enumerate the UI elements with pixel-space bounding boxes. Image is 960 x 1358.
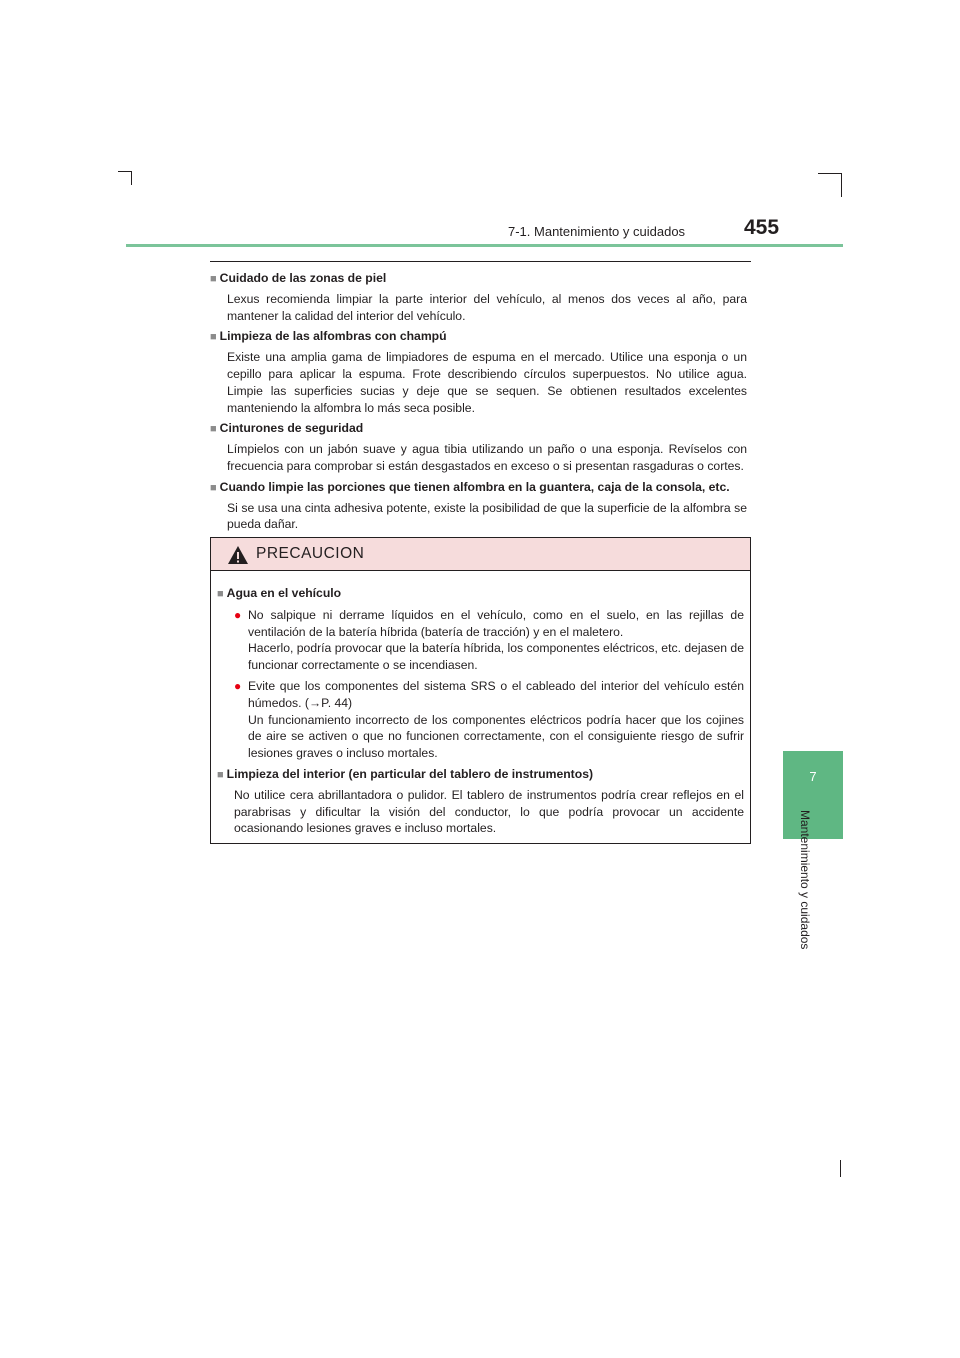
- list-item: [210, 270, 747, 324]
- item-title: Limpieza de las alfombras con champú: [219, 329, 447, 344]
- caution-bullet: [217, 607, 744, 674]
- square-bullet-icon: ■: [210, 331, 217, 344]
- bullet-text: No salpique ni derrame líquidos en el vehículo, como en el suelo, en las rejillas de ventilación de la batería híbrida (batería de tracción) y en el maletero.: [248, 607, 744, 639]
- caution-item-text: No utilice cera abrillantadora o pulidor. El tablero de instrumentos podría crear reflejos en el parabrisas y dificultar la visión del conductor, lo que podría provocar un accidente ocasionando lesiones graves e incluso mortales.: [234, 787, 744, 836]
- bullet-text: Evite que los componentes del sistema SRS o el cableado del interior del vehículo estén húmedos. (→P. 44): [248, 678, 744, 710]
- square-bullet-icon: ■: [210, 273, 217, 285]
- caution-box: [210, 537, 751, 844]
- item-text: Existe una amplia gama de limpiadores de espuma en el mercado. Utilice una esponja o un cepillo para aplicar la espuma. Frote describiendo círculos superpuestos. No utilice agua. Limpie las superficies sucias y deje que se sequen. Se obtienen resultados excelentes manteniendo la alfombra lo más seca posible.: [227, 350, 747, 415]
- item-title: Cinturones de seguridad: [219, 421, 364, 436]
- square-bullet-icon: ■: [217, 768, 224, 781]
- header-rule: [126, 244, 843, 247]
- chapter-number: 7: [809, 769, 817, 784]
- item-text: Límpielos con un jabón suave y agua tibia utilizando un paño o una esponja. Revíselos con frecuencia para comprobar si están desgastados en exceso o si presentan rasgaduras o cortes.: [227, 442, 747, 473]
- item-title: Cuidado de las zonas de piel: [219, 271, 387, 285]
- item-text: Lexus recomienda limpiar la parte interior del vehículo, al menos dos veces al año, para mantener la calidad del interior del vehículo.: [227, 291, 747, 323]
- caution-item-title: Limpieza del interior (en particular del tablero de instrumentos): [226, 766, 594, 781]
- content: [210, 270, 747, 537]
- crop-mark: [840, 1160, 841, 1177]
- crop-mark: [118, 171, 132, 172]
- item-text: Si se usa una cinta adhesiva potente, existe la posibilidad de que la superficie de la alfombra se pueda dañar.: [227, 500, 747, 532]
- square-bullet-icon: ■: [217, 588, 224, 600]
- square-bullet-icon: ■: [210, 481, 217, 494]
- bullet-text: Un funcionamiento incorrecto de los componentes eléctricos podría hacer que los cojines de aire se activen o que no funcionen correctamente, con el consiguiente riesgo de sufrir lesiones graves o incluso mortales.: [248, 712, 744, 761]
- caution-header: [211, 538, 750, 571]
- chapter-tab: [783, 751, 843, 839]
- list-item: [210, 328, 747, 416]
- list-item: [210, 420, 747, 474]
- warning-icon: [227, 545, 249, 565]
- chapter-title: Mantenimiento y cuidados: [798, 810, 812, 950]
- crop-mark: [818, 173, 842, 174]
- content-rule: [210, 261, 751, 262]
- caution-body: [211, 571, 750, 837]
- caution-bullet: [217, 678, 744, 762]
- item-title: Cuando limpie las porciones que tienen alfombra en la guantera, caja de la consola, etc.: [219, 479, 730, 494]
- caution-title: PRECAUCION: [256, 545, 365, 562]
- bullet-text: Hacerlo, podría provocar que la batería híbrida, los componentes eléctricos, etc. dejasen de funcionar correctamente o se incendiasen.: [248, 641, 744, 673]
- crop-mark: [841, 173, 842, 197]
- square-bullet-icon: ■: [210, 423, 217, 436]
- caution-item-title: Agua en el vehículo: [226, 586, 342, 600]
- dot-bullet-icon: ●: [234, 607, 242, 622]
- section-title: 7-1. Mantenimiento y cuidados: [508, 224, 686, 239]
- list-item: [210, 479, 747, 533]
- dot-bullet-icon: ●: [234, 678, 242, 693]
- crop-mark: [131, 171, 132, 185]
- page-number: 455: [744, 216, 780, 239]
